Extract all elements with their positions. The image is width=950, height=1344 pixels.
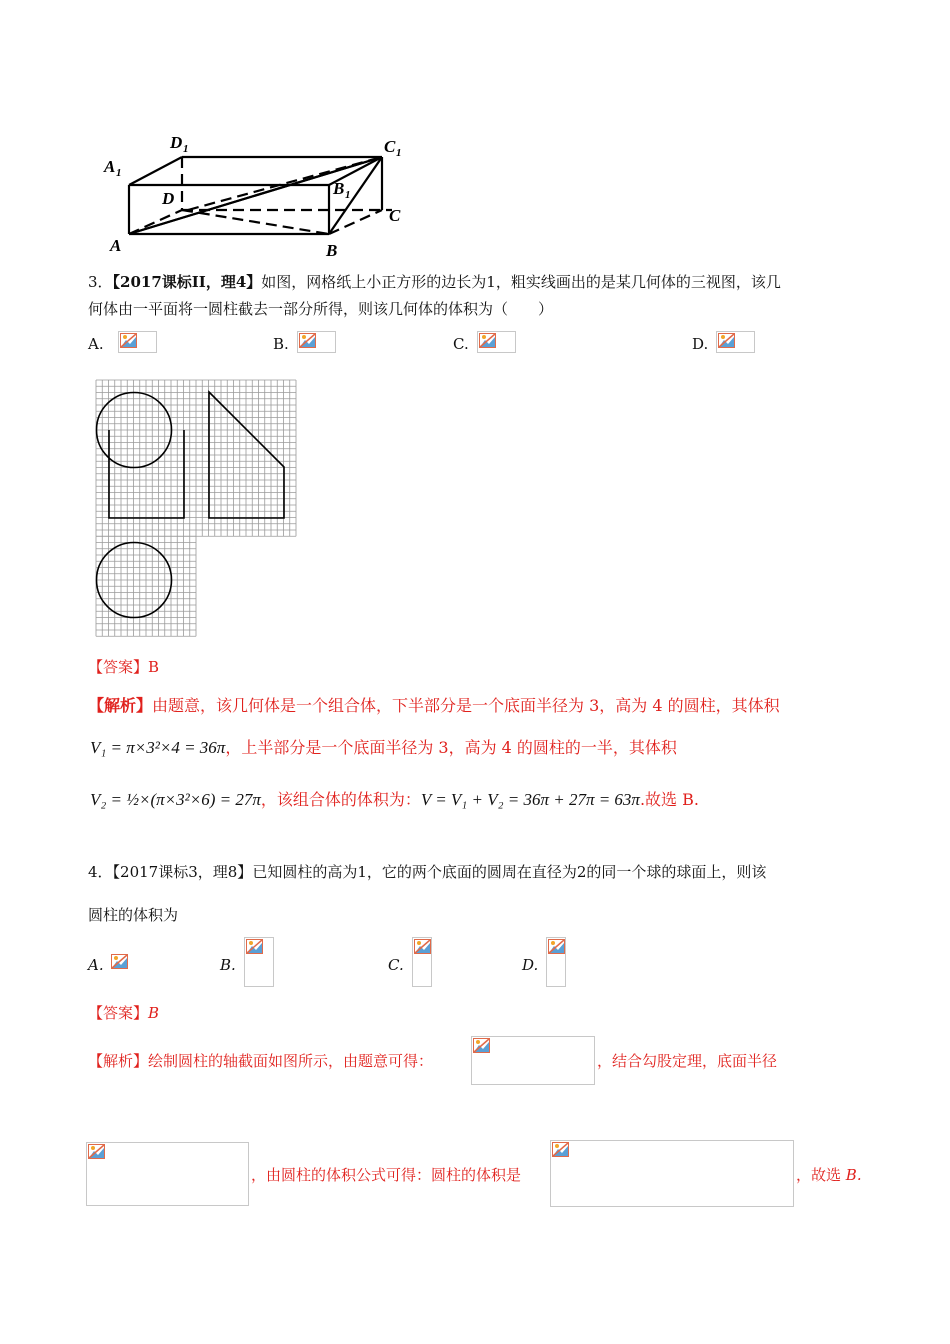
q3-analysis-tag: 【解析】: [88, 696, 153, 715]
q4-option-d-image: [546, 937, 566, 987]
q3-option-c-image: [477, 331, 516, 353]
broken-image-icon: [718, 333, 735, 348]
label-A1: A: [104, 157, 116, 176]
q4-option-a-image: [110, 953, 128, 971]
broken-image-icon: [299, 333, 316, 348]
q4-option-b-image: [244, 937, 274, 987]
q4-analysis-text2b: ，故选: [796, 1166, 842, 1184]
q3-option-d-image: [716, 331, 755, 353]
q3-option-a-image: [118, 331, 157, 353]
q3-analysis-text3a: ，该组合体的体积为：: [260, 790, 421, 809]
q4-number: 4．: [88, 863, 113, 881]
broken-image-icon: [479, 333, 496, 348]
q4-option-d-label: D.: [522, 956, 539, 974]
label-D1-sub: 1: [183, 143, 189, 155]
q3-answer-tag: 【答案】: [88, 658, 149, 676]
q3-option-b-image: [297, 331, 336, 353]
q4-option-a-label: A.: [88, 956, 104, 974]
q3-answer-value: B: [148, 658, 160, 676]
q3-option-c-label: C.: [453, 335, 469, 353]
q3-answer-line: [88, 657, 159, 677]
q4-answer-tag: 【答案】: [88, 1004, 149, 1022]
q4-option-c-image: [412, 937, 432, 987]
q3-stem-line2: 何体由一平面将一圆柱截去一部分所得，则该几何体的体积为（ ）: [88, 300, 554, 318]
broken-image-icon: [120, 333, 137, 348]
label-B1-sub: 1: [345, 189, 351, 201]
q4-option-c-label: C.: [388, 956, 404, 974]
q3-option-d-label: D.: [692, 335, 709, 353]
label-B: B: [326, 241, 338, 260]
q4-stem-text1: 已知圆柱的高为1，它的两个底面的圆周在直径为2的同一个球的球面上，则该: [252, 863, 767, 881]
label-C1: C: [384, 137, 396, 156]
q4-analysis-text1b: ，结合勾股定理，底面半径: [597, 1052, 778, 1070]
broken-image-icon: [111, 954, 128, 969]
q4-analysis-text1a: 绘制圆柱的轴截面如图所示，由题意可得：: [148, 1052, 434, 1070]
broken-image-icon: [548, 939, 565, 954]
q3-number: 3．: [88, 273, 113, 291]
label-D: D: [162, 189, 175, 208]
q4-stem-line2: 圆柱的体积为: [88, 906, 179, 924]
label-A: A: [110, 236, 122, 255]
q4-analysis-text2a: ，由圆柱的体积公式可得：圆柱的体积是: [251, 1166, 522, 1184]
q4-analysis-image-2: [86, 1142, 249, 1206]
label-D1: D: [170, 133, 183, 152]
q3-stem-text1: 如图，网格纸上小正方形的边长为1，粗实线画出的是某几何体的三视图，该几: [261, 273, 781, 291]
q4-analysis-line1a: [88, 1051, 433, 1071]
q3-analysis-text3b: .故选 B.: [639, 790, 699, 809]
q4-analysis-tag: 【解析】: [88, 1052, 149, 1070]
q3-analysis-text1: 由题意，该几何体是一个组合体，下半部分是一个底面半径为 3，高为 4 的圆柱，其体积: [152, 696, 780, 715]
cuboid-figure: [100, 130, 420, 260]
broken-image-icon: [246, 939, 263, 954]
q3-option-b-label: B.: [273, 335, 289, 353]
q3-source: 【2017课标II，理4】: [112, 273, 262, 291]
q4-analysis-image-3: [550, 1140, 794, 1207]
broken-image-icon: [88, 1144, 105, 1159]
q4-analysis-text2c: B.: [845, 1166, 862, 1184]
q4-stem-line1: [88, 862, 766, 882]
q3-analysis-text2: ，上半部分是一个底面半径为 3，高为 4 的圆柱的一半，其体积: [225, 738, 677, 757]
broken-image-icon: [552, 1142, 569, 1157]
q4-analysis-line2-end: [796, 1165, 862, 1185]
broken-image-icon: [473, 1038, 490, 1053]
label-A1-sub: 1: [116, 167, 122, 179]
q4-answer-line: [88, 1003, 159, 1023]
q3-v-formula: V = V₁ + V₂ = 36π + 27π = 63π: [420, 790, 640, 809]
q4-option-b-label: B.: [220, 956, 236, 974]
q4-answer-value: B: [148, 1004, 160, 1022]
q3-stem-line1: [88, 272, 781, 292]
q3-v1-formula: V₁ = π×3²×4 = 36π: [90, 738, 226, 757]
q3-v2-formula: V₂ = ½×(π×3²×6) = 27π: [90, 790, 261, 809]
q3-option-a-label: A.: [88, 335, 104, 353]
q3-analysis-line2: [90, 738, 677, 758]
q4-source: 【2017课标3，理8】: [112, 863, 253, 881]
q3-analysis-line3: [90, 790, 699, 810]
three-view-grid-figure: [90, 375, 305, 640]
q4-analysis-image-1: [471, 1036, 595, 1085]
q3-analysis-line1: [88, 696, 780, 716]
label-C1-sub: 1: [396, 147, 402, 159]
label-B1: B: [333, 179, 345, 198]
broken-image-icon: [414, 939, 431, 954]
label-C: C: [389, 206, 401, 225]
